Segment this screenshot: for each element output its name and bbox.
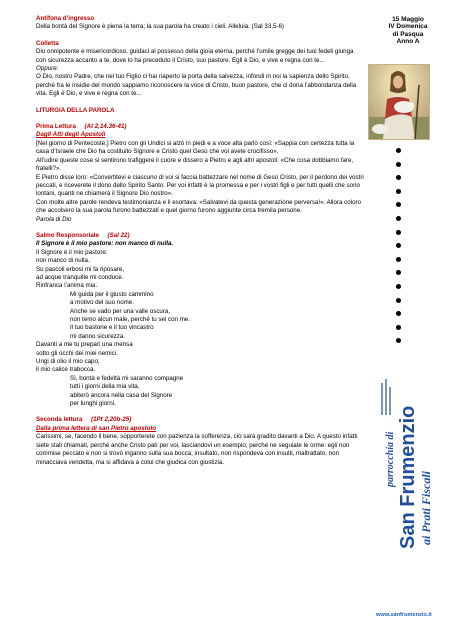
- prima-lettura-p2: All’udire queste cose si sentirono trafiggere il cuore e dissero a Pietro e agli altri apostoli: «Che cosa dobbiamo fare, fratelli?».: [36, 156, 354, 173]
- salmo-line: Rinfranca l’anima mia.: [36, 282, 98, 290]
- bullet-dot: [396, 325, 401, 330]
- colletta-title: Colletta: [36, 39, 59, 47]
- colletta-text: Dio onnipotente e misericordioso, guidaci al possesso della gioia eterna, perché l’umile gregge dei tuoi fedeli giunga con sicurezza accanto a te, dove lo ha preceduto il Cristo, suo pastore. Egli è Dio, e vive e regna con te...: [36, 48, 354, 64]
- salmo-line: a motivo del suo nome.: [70, 299, 134, 307]
- antifona-text: Della bontà del Signore è piena la terra; la sua parola ha creato i cieli. Alleluia. (Sal 33,5-6): [36, 23, 284, 31]
- seconda-lettura-source: Dalla prima lettera di san Pietro apostolo: [36, 424, 157, 432]
- prima-lettura-ref: (At 2,14.36-41): [84, 123, 127, 131]
- date-label: 15 Maggio: [392, 16, 424, 23]
- bullet-dot: [396, 216, 401, 221]
- prima-lettura-closing: Parola di Dio: [36, 215, 72, 223]
- bullet-dot: [396, 338, 401, 343]
- salmo-line: non manco di nulla.: [36, 257, 90, 265]
- bullet-dot: [396, 257, 401, 262]
- salmo-heading: [36, 232, 364, 240]
- seconda-lettura-title: Seconda lettura: [36, 416, 83, 424]
- logo-graphic: [378, 375, 438, 565]
- logo-top-text: parrocchia di: [385, 431, 396, 487]
- salmo-line: Davanti a me tu prepari una mensa: [36, 341, 133, 349]
- main-column: [36, 15, 364, 467]
- logo-lines-icon: [382, 379, 390, 415]
- good-shepherd-image: [368, 64, 430, 140]
- bullet-dot: [396, 148, 401, 153]
- salmo-line: Mi guida per il giusto cammino: [70, 290, 154, 298]
- bullet-dot: [396, 175, 401, 180]
- parish-logo: [378, 375, 438, 565]
- salmo-line: abiterò ancora nella casa del Signore: [70, 391, 173, 399]
- salmo-line: Anche se vado per una valle oscura,: [70, 307, 171, 315]
- salmo-line: per lunghi giorni.: [70, 400, 116, 408]
- prima-lettura-p3: E Pietro disse loro: «Convertitevi e ciascuno di voi si faccia battezzare nel nome di Gesù Cristo, per il perdono dei vostri peccati, e riceverete il dono dello Spirito Santo. Per voi infatti è la promessa e per i vostri figli e per tutti quelli che sono lontani, quanti ne chiamerà il Signore Dio nostro».: [36, 173, 364, 198]
- colletta-alt-text: O Dio, nostro Padre, che nel tuo Figlio ci hai riaperto la porta della salvezza, infondi in noi la sapienza dello Spirito, perché fra le insidie del mondo sappiamo riconoscere la voce di Cristo, buon pastore, che ci dona l’abbondanza della vita. Egli è Dio, e vive e regna con te...: [36, 73, 357, 98]
- year-label: Anno A: [396, 38, 420, 46]
- salmo-line: non temo alcun male, perché tu sei con me.: [70, 316, 191, 323]
- prima-lettura-title: Prima Lettura: [36, 123, 76, 131]
- bullet-dot: [396, 284, 401, 289]
- logo-bottom-text: ai Prati Fiscali: [419, 470, 433, 545]
- salmo-line: Il tuo bastone e il tuo vincastro: [70, 324, 154, 332]
- seconda-lettura-heading: [36, 416, 364, 424]
- salmo-verses: [36, 249, 364, 409]
- bullet-dot: [396, 311, 401, 316]
- salmo-ref: (Sal 22): [107, 231, 130, 239]
- salmo-line: Sì, bontà e fedeltà mi saranno compagne: [70, 374, 184, 382]
- season-label: di Pasqua: [392, 30, 424, 38]
- bullet-dot: [396, 230, 401, 235]
- salmo-line: mi danno sicurezza.: [70, 332, 126, 340]
- seconda-lettura-text: Carissimi, se, facendo il bene, sopporterete con pazienza la sofferenza, ciò sarà gradito davanti a Dio. A questo infatti siete stati chiamati, perché anche Cristo patì per voi, lasciandovi un esempio, perché ne seguiate le orme: egli non commise peccato e non si trovò inganno sulla sua bocca; insultato, non rispondeva con insulti, maltrattato, non minacciava vendetta, ma si affidava a colui che giudica con giustizia.: [36, 433, 358, 466]
- salmo-title: Salmo Responsoriale: [36, 231, 99, 239]
- bullet-dot: [396, 202, 401, 207]
- antifona-title: Antifona d’ingresso: [36, 15, 95, 22]
- bullet-dot: [396, 162, 401, 167]
- salmo-line: sotto gli occhi dei miei nemici.: [36, 349, 118, 357]
- oppure-label: Oppure:: [36, 65, 59, 73]
- salmo-line: Su pascoli erbosi mi fa riposare,: [36, 265, 125, 273]
- bullet-dot: [396, 270, 401, 275]
- shepherd-illustration: [369, 65, 429, 139]
- website-url[interactable]: www.sanfrumenzio.it: [376, 612, 432, 618]
- prima-lettura-p1: [Nel giorno di Pentecoste,] Pietro con gli Undici si alzò in piedi e a voce alta parlò così: «Sappia con certezza tutta la casa d’Israele che Dio ha costituito Signore e Cristo quel Gesù che voi avete crocifisso».: [36, 139, 355, 156]
- sunday-label: IV Domenica: [388, 23, 428, 31]
- bullet-dot: [396, 243, 401, 248]
- logo-main-text: San Frumenzio: [397, 405, 419, 549]
- prima-lettura-source: Dagli Atti degli Apostoli: [36, 131, 106, 139]
- salmo-refrain: Il Signore è il mio pastore: non manco di nulla.: [36, 240, 174, 248]
- salmo-line: ad acque tranquille mi conduce.: [36, 273, 124, 281]
- salmo-line: tutti i giorni della mia vita,: [70, 383, 140, 391]
- date-sidebar: [368, 16, 448, 46]
- bullet-dot: [396, 298, 401, 303]
- prima-lettura-heading: [36, 123, 364, 131]
- seconda-lettura-ref: (1Pt 2,20b-25): [91, 416, 132, 424]
- liturgia-heading: LITURGIA DELLA PAROLA: [36, 106, 115, 114]
- prima-lettura-p4: Con molte altre parole rendeva testimonianza e li esortava: «Salvatevi da questa generazione perversa!». Allora coloro che accolsero la sua parola furono battezzati e quel giorno furono aggiunte circa tremila persone.: [36, 198, 362, 215]
- bullet-dot: [396, 189, 401, 194]
- salmo-line: Il Signore è il mio pastore:: [36, 248, 108, 256]
- salmo-line: Ungi di olio il mio capo;: [36, 358, 100, 366]
- salmo-line: il mio calice trabocca.: [36, 366, 96, 374]
